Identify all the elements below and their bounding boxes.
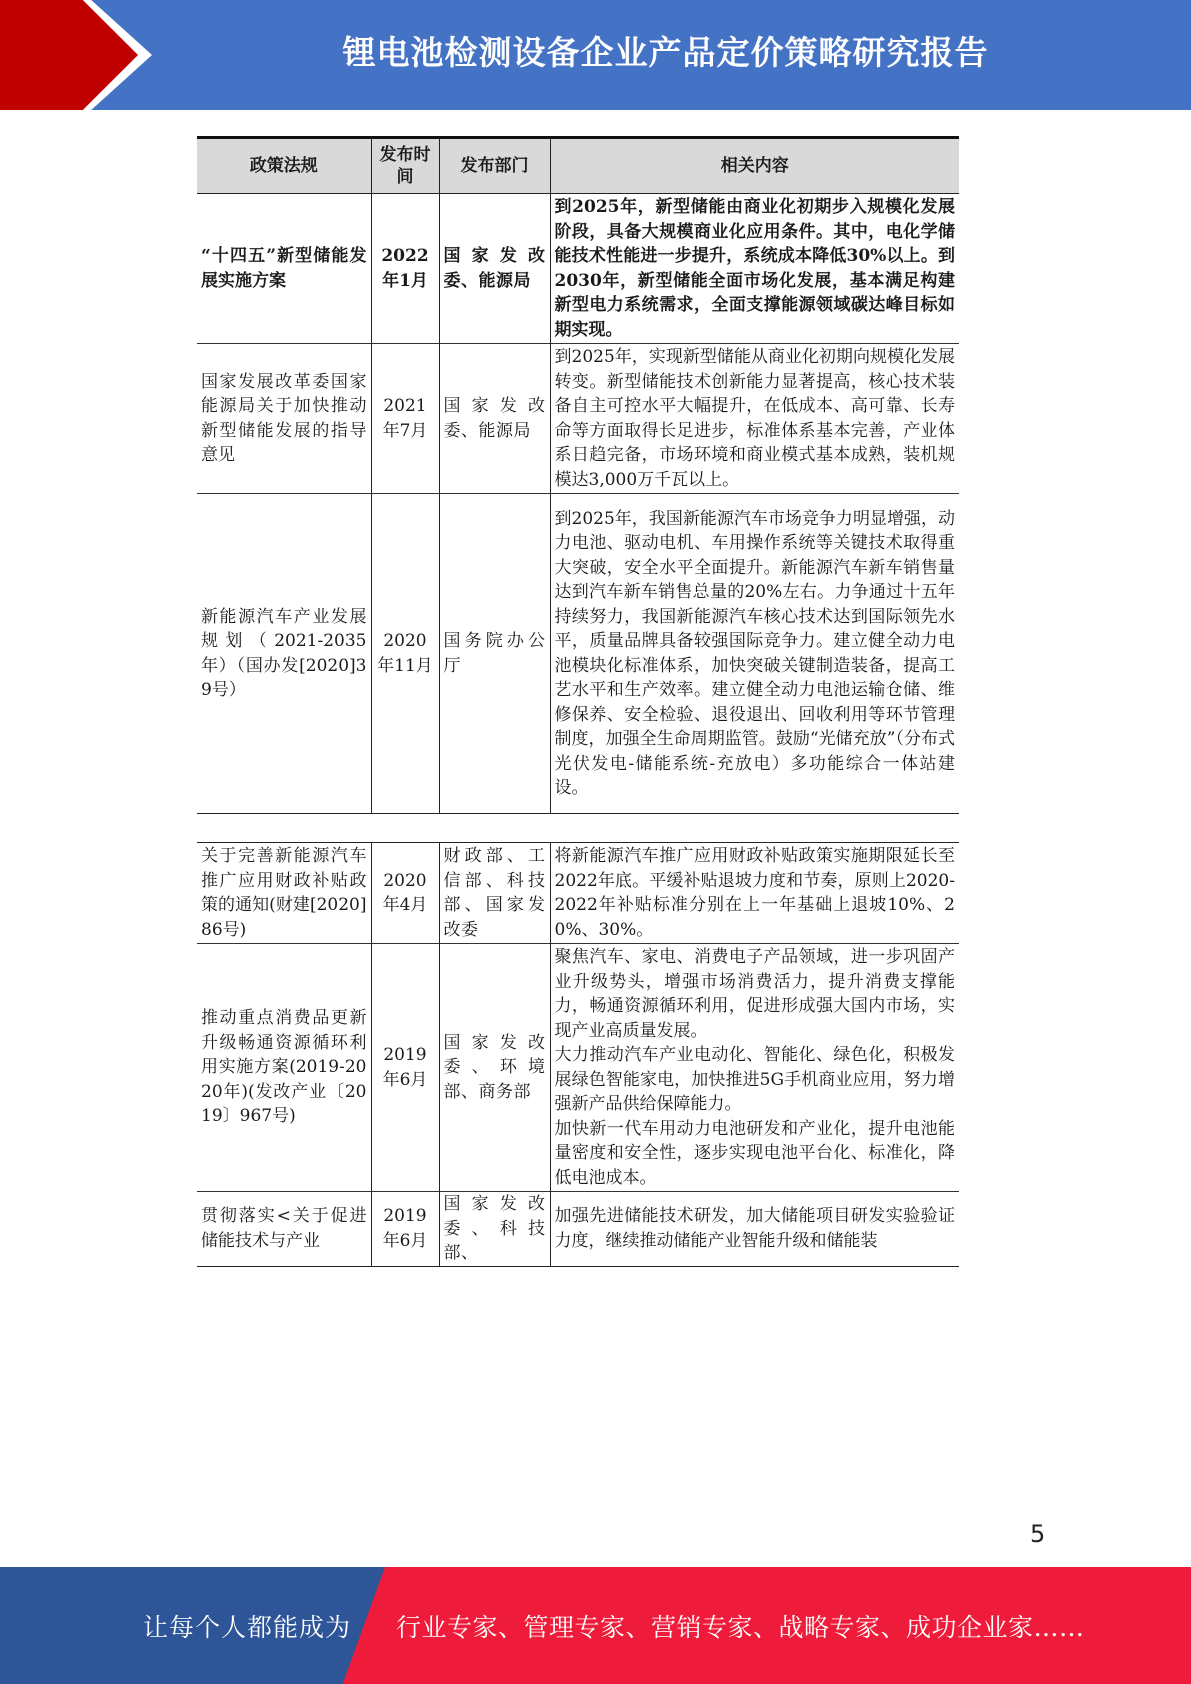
policy-content-paragraph: 加快新一代车用动力电池研发和产业化，提升电池能量密度和安全性，逐步实现电池平台化、标准化，降低电池成本。 <box>554 1118 955 1188</box>
page-header <box>0 0 1191 110</box>
table-row <box>197 494 959 814</box>
footer-slogan-left: 让每个人都能成为 <box>143 1613 352 1642</box>
policy-time: 2022年1月 <box>371 194 439 344</box>
policy-name: “十四五”新型储能发展实施方案 <box>197 194 371 344</box>
header-chevron-red <box>0 0 138 110</box>
policy-content <box>550 944 959 1192</box>
table-header-row <box>197 138 959 194</box>
col-header-dept: 发布部门 <box>439 138 550 194</box>
table-row <box>197 344 959 494</box>
policy-time: 2020年4月 <box>371 843 439 944</box>
policy-dept: 国家发改委、能源局 <box>439 344 550 494</box>
policy-content-paragraph: 聚焦汽车、家电、消费电子产品领域，进一步巩固产业升级势头，增强市场消费活力，提升消费支撑能力，畅通资源循环利用，促进形成强大国内市场，实现产业高质量发展。 <box>554 947 955 1041</box>
report-title: 锂电池检测设备企业产品定价策略研究报告 <box>342 33 989 72</box>
policy-table-bottom <box>197 842 959 1267</box>
policy-dept: 财政部、工信部、科技部、国家发改委 <box>439 843 550 944</box>
policy-name: 新能源汽车产业发展规划（2021-2035年）（国办发[2020]39号） <box>197 494 371 814</box>
policy-dept: 国家发改委、能源局 <box>439 194 550 344</box>
policy-dept: 国家发改委、环境部、商务部 <box>439 944 550 1192</box>
policy-name: 国家发展改革委国家能源局关于加快推动新型储能发展的指导意见 <box>197 344 371 494</box>
policy-name: 关于完善新能源汽车推广应用财政补贴政策的通知(财建[2020]86号) <box>197 843 371 944</box>
table-row <box>197 843 959 944</box>
policy-content: 到2025年，新型储能由商业化初期步入规模化发展阶段，具备大规模商业化应用条件。其中，电化学储能技术性能进一步提升，系统成本降低30%以上。到2030年，新型储能全面市场化发展，基本满足构建新型电力系统需求，全面支撑能源领域碳达峰目标如期实现。 <box>550 194 959 344</box>
page-footer <box>0 1567 1191 1684</box>
policy-time: 2019年6月 <box>371 944 439 1192</box>
policy-content: 将新能源汽车推广应用财政补贴政策实施期限延长至2022年底。平缓补贴退坡力度和节奏，原则上2020-2022年补贴标准分别在上一年基础上退坡10%、20%、30%。 <box>550 843 959 944</box>
policy-content: 到2025年，实现新型储能从商业化初期向规模化发展转变。新型储能技术创新能力显著提高，核心技术装备自主可控水平大幅提升，在低成本、高可靠、长寿命等方面取得长足进步，标准体系基本完善，产业体系日趋完备，市场环境和商业模式基本成熟，装机规模达3,000万千瓦以上。 <box>550 344 959 494</box>
col-header-content: 相关内容 <box>550 138 959 194</box>
table-row <box>197 944 959 1192</box>
col-header-policy: 政策法规 <box>197 138 371 194</box>
policy-name: 推动重点消费品更新升级畅通资源循环利用实施方案(2019-2020年)(发改产业〔2019〕967号) <box>197 944 371 1192</box>
policy-time: 2021年7月 <box>371 344 439 494</box>
footer-slogan-right: 行业专家、管理专家、营销专家、战略专家、成功企业家…… <box>396 1613 1085 1642</box>
policy-content: 到2025年，我国新能源汽车市场竞争力明显增强，动力电池、驱动电机、车用操作系统等关键技术取得重大突破，安全水平全面提升。新能源汽车新车销售量达到汽车新车销售总量的20%左右。力争通过十五年持续努力，我国新能源汽车核心技术达到国际领先水平，质量品牌具备较强国际竞争力。建立健全动力电池模块化标准体系，加快突破关键制造装备，提高工艺水平和生产效率。建立健全动力电池运输仓储、维修保养、安全检验、退役退出、回收利用等环节管理制度，加强全生命周期监管。鼓励“光储充放”（分布式光伏发电-储能系统-充放电）多功能综合一体站建设。 <box>550 494 959 814</box>
page-number: 5 <box>1030 1520 1046 1548</box>
policy-content-paragraph: 大力推动汽车产业电动化、智能化、绿色化，积极发展绿色智能家电，加快推进5G手机商业应用，努力增强新产品供给保障能力。 <box>554 1045 955 1114</box>
table-row <box>197 1192 959 1267</box>
policy-name: 贯彻落实<关于促进储能技术与产业 <box>197 1192 371 1267</box>
col-header-time: 发布时间 <box>371 138 439 194</box>
policy-dept: 国家发改委、科技部、 <box>439 1192 550 1267</box>
policy-content: 加强先进储能技术研发，加大储能项目研发实验验证力度，继续推动储能产业智能升级和储能装 <box>550 1192 959 1267</box>
policy-dept: 国务院办公厅 <box>439 494 550 814</box>
policy-table-top <box>197 136 959 814</box>
table-row <box>197 194 959 344</box>
policy-time: 2019年6月 <box>371 1192 439 1267</box>
policy-time: 2020年11月 <box>371 494 439 814</box>
